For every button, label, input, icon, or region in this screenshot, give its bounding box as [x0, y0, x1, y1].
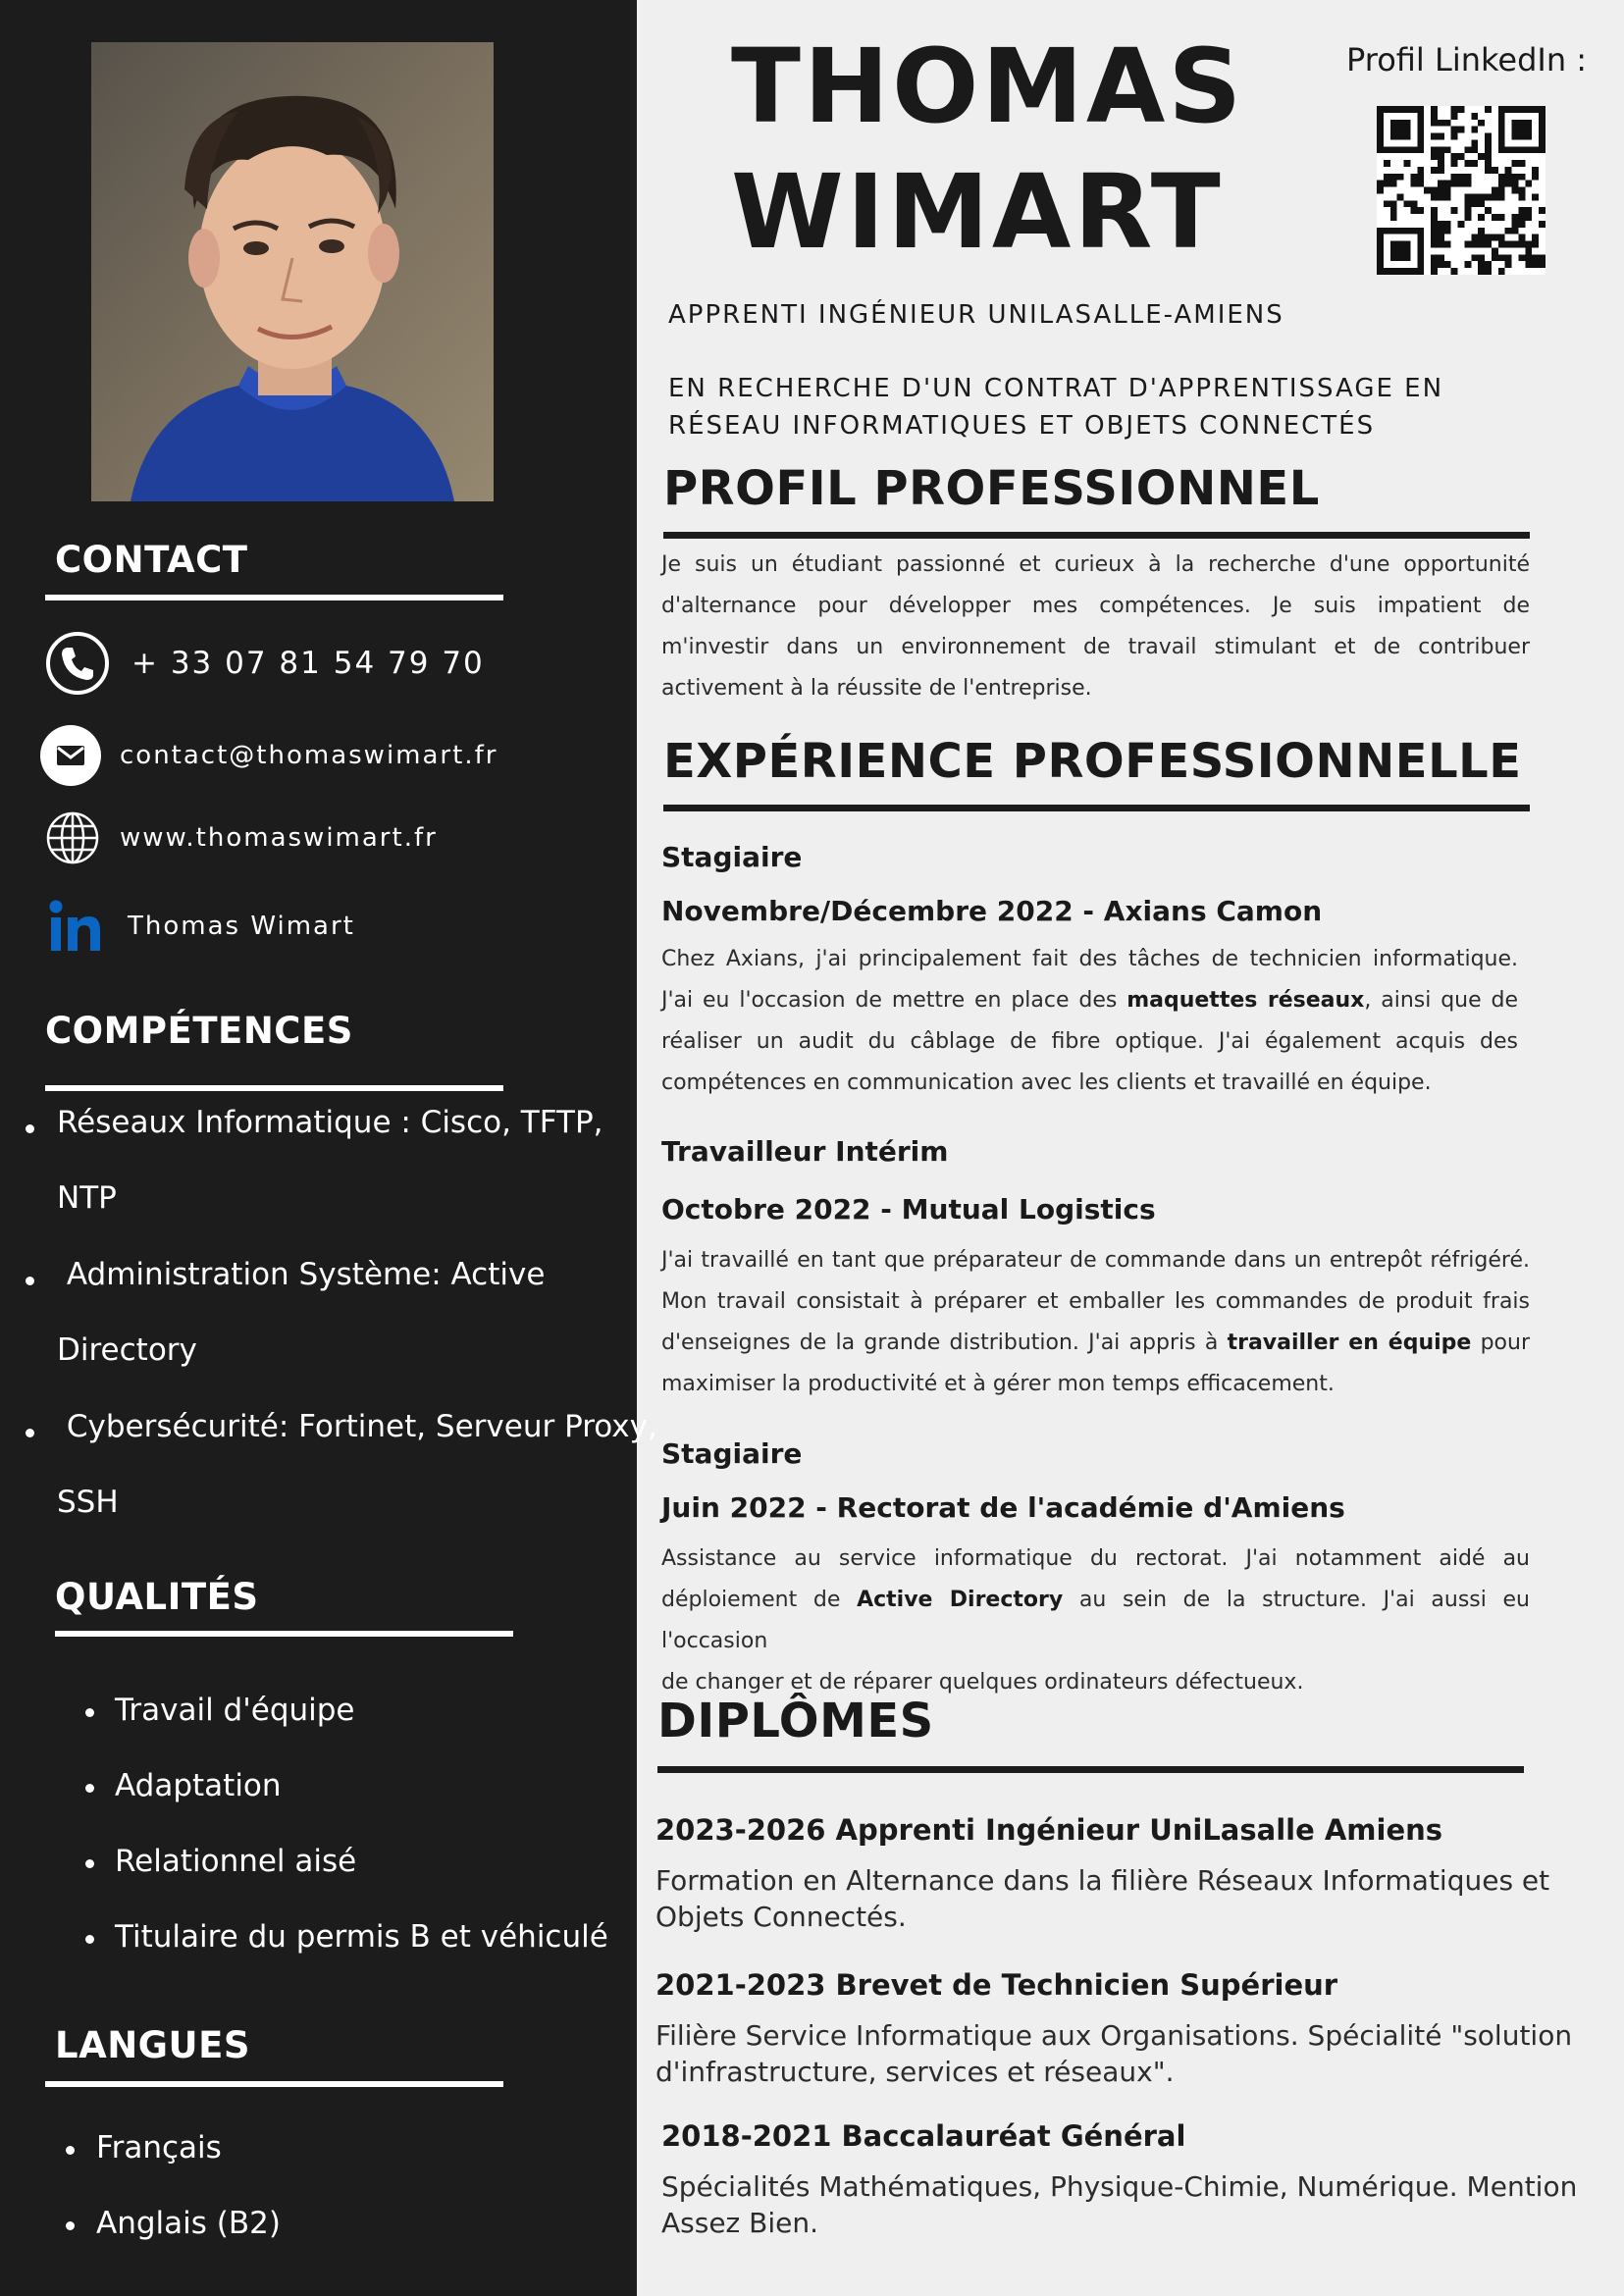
language-text: Français	[96, 2130, 222, 2166]
diploma-title: 2021-2023 Brevet de Technicien Supérieur	[655, 1968, 1338, 2002]
diploma-title: 2023-2026 Apprenti Ingénieur UniLasalle Amiens	[655, 1813, 1443, 1847]
job-period: Octobre 2022 - Mutual Logistics	[661, 1193, 1156, 1226]
skill-line: Réseaux Informatique : Cisco, TFTP,	[57, 1105, 603, 1140]
language-item	[0, 2206, 628, 2281]
contact-phone[interactable]	[45, 631, 485, 696]
profile-heading: PROFIL PROFESSIONNEL	[663, 461, 1320, 516]
mail-icon	[39, 724, 102, 787]
text-line: Objets Connectés.	[655, 1901, 907, 1933]
qr-code-icon	[1377, 106, 1545, 275]
text-line: Assistance au service informatique du rectorat. J'ai notamment aidé au	[661, 1546, 1530, 1571]
skill-line: Directory	[57, 1332, 197, 1368]
bullet-icon	[85, 1859, 94, 1868]
skill-line: Administration Système: Active	[57, 1257, 546, 1292]
text-line: d'infrastructure, services et réseaux".	[655, 2056, 1175, 2088]
diploma-description	[655, 2017, 1572, 2090]
skills-list	[0, 1105, 657, 1561]
bullet-icon	[66, 2221, 75, 2230]
skill-line: NTP	[57, 1180, 117, 1216]
quality-text: Adaptation	[115, 1768, 282, 1803]
text-line: déploiement de Active Directory au sein de la structure. J'ai aussi eu l'occasion	[661, 1588, 1530, 1653]
bullet-icon	[26, 1277, 34, 1285]
profile-paragraph	[661, 545, 1530, 709]
language-item	[0, 2130, 628, 2206]
highlight-text: Active Directory	[857, 1588, 1064, 1612]
text-line: Mon travail consistait à préparer et emballer les commandes de produit frais	[661, 1289, 1530, 1314]
website-url: www.thomaswimart.fr	[120, 823, 438, 853]
contact-heading: CONTACT	[55, 539, 248, 581]
skill-item	[0, 1257, 628, 1409]
text-line: Chez Axians, j'ai principalement fait des tâches de technicien informatique.	[661, 947, 1518, 971]
job-description	[661, 1240, 1530, 1405]
job-title: Stagiaire	[661, 1437, 803, 1470]
languages-list	[0, 2130, 628, 2281]
bullet-icon	[85, 1935, 94, 1944]
quality-text: Relationnel aisé	[115, 1844, 357, 1879]
skills-heading: COMPÉTENCES	[45, 1010, 353, 1052]
contact-website[interactable]	[45, 810, 438, 865]
text-line: Je suis un étudiant passionné et curieux à la recherche d'une opportunité	[661, 552, 1530, 577]
quality-text: Titulaire du permis B et véhiculé	[115, 1919, 608, 1955]
diploma-title: 2018-2021 Baccalauréat Général	[661, 2119, 1186, 2153]
text-line: réaliser un audit du câblage de fibre optique. J'ai également acquis des	[661, 1029, 1518, 1054]
text-line: Formation en Alternance dans la filière Réseaux Informatiques et	[655, 1864, 1550, 1897]
skills-divider	[45, 1085, 503, 1091]
sidebar	[0, 0, 657, 2296]
text-line: activement à la réussite de l'entreprise.	[661, 676, 1092, 701]
diplomas-divider	[657, 1766, 1524, 1773]
text-line: J'ai travaillé en tant que préparateur de commande dans un entrepôt réfrigéré.	[661, 1248, 1530, 1273]
email-address: contact@thomaswimart.fr	[120, 741, 498, 770]
first-name: THOMAS	[731, 26, 1245, 146]
skill-line: SSH	[57, 1485, 119, 1520]
experience-heading: EXPÉRIENCE PROFESSIONNELLE	[663, 734, 1522, 789]
bullet-icon	[66, 2146, 75, 2155]
highlight-text: travailler en équipe	[1227, 1331, 1472, 1355]
quality-item	[0, 1768, 628, 1844]
skill-item	[0, 1105, 628, 1257]
linkedin-qr-code[interactable]	[1377, 106, 1545, 275]
job-title: Travailleur Intérim	[661, 1135, 949, 1168]
job-title: Stagiaire	[661, 841, 803, 873]
quality-item	[0, 1693, 628, 1768]
subtitle-search-line: RÉSEAU INFORMATIQUES ET OBJETS CONNECTÉS	[668, 411, 1376, 441]
text-line: compétences en communication avec les clients et travaillé en équipe.	[661, 1070, 1432, 1095]
qualities-divider	[55, 1631, 513, 1637]
last-name: WIMART	[731, 152, 1224, 272]
skill-line: Cybersécurité: Fortinet, Serveur Proxy,	[57, 1409, 657, 1444]
bullet-icon	[26, 1429, 34, 1437]
contact-email[interactable]	[39, 724, 498, 787]
text-line: Assez Bien.	[661, 2207, 819, 2239]
language-text: Anglais (B2)	[96, 2206, 281, 2241]
linkedin-name: Thomas Wimart	[128, 912, 355, 941]
job-description	[661, 1539, 1530, 1703]
profile-photo	[91, 42, 494, 501]
diploma-description	[655, 1862, 1549, 1935]
quality-item	[0, 1844, 628, 1919]
job-period: Novembre/Décembre 2022 - Axians Camon	[661, 895, 1323, 927]
text-line: d'alternance pour développer mes compétences. Je suis impatient de	[661, 594, 1530, 618]
text-line: J'ai eu l'occasion de mettre en place des maquettes réseaux, ainsi que de	[661, 988, 1519, 1013]
linkedin-profile-label: Profil LinkedIn :	[1346, 41, 1588, 78]
text-line: maximiser la productivité et à gérer mon temps efficacement.	[661, 1372, 1335, 1396]
highlight-text: maquettes réseaux	[1126, 988, 1365, 1013]
contact-linkedin[interactable]	[47, 898, 355, 955]
subtitle-search-line: EN RECHERCHE D'UN CONTRAT D'APPRENTISSAGE EN	[668, 374, 1444, 403]
bullet-icon	[26, 1124, 34, 1133]
subtitle-role: APPRENTI INGÉNIEUR UNILASALLE-AMIENS	[668, 300, 1284, 330]
text-line: Spécialités Mathématiques, Physique-Chimie, Numérique. Mention	[661, 2170, 1578, 2203]
phone-icon	[45, 631, 110, 696]
text-line: Filière Service Informatique aux Organisations. Spécialité "solution	[655, 2019, 1573, 2052]
experience-divider	[663, 805, 1530, 811]
diploma-description	[661, 2168, 1577, 2241]
quality-text: Travail d'équipe	[115, 1693, 355, 1728]
languages-heading: LANGUES	[55, 2024, 251, 2066]
text-line: de changer et de réparer quelques ordinateurs défectueux.	[661, 1670, 1304, 1695]
qualities-heading: QUALITÉS	[55, 1576, 259, 1618]
job-period: Juin 2022 - Rectorat de l'académie d'Amiens	[661, 1491, 1345, 1524]
languages-divider	[45, 2081, 503, 2087]
linkedin-icon	[47, 898, 104, 955]
text-line: d'enseignes de la grande distribution. J'ai appris à travailler en équipe pour	[661, 1331, 1531, 1355]
skill-item	[0, 1409, 657, 1561]
job-description	[661, 939, 1518, 1104]
quality-item	[0, 1919, 628, 1995]
text-line: m'investir dans un environnement de travail stimulant et de contribuer	[661, 635, 1530, 659]
bullet-icon	[85, 1708, 94, 1717]
contact-divider	[45, 595, 503, 600]
qualities-list	[0, 1693, 628, 1995]
globe-icon	[45, 810, 100, 865]
profile-divider	[663, 532, 1530, 539]
phone-number: + 33 07 81 54 79 70	[131, 646, 485, 681]
diplomas-heading: DIPLÔMES	[657, 1694, 934, 1748]
bullet-icon	[85, 1784, 94, 1793]
